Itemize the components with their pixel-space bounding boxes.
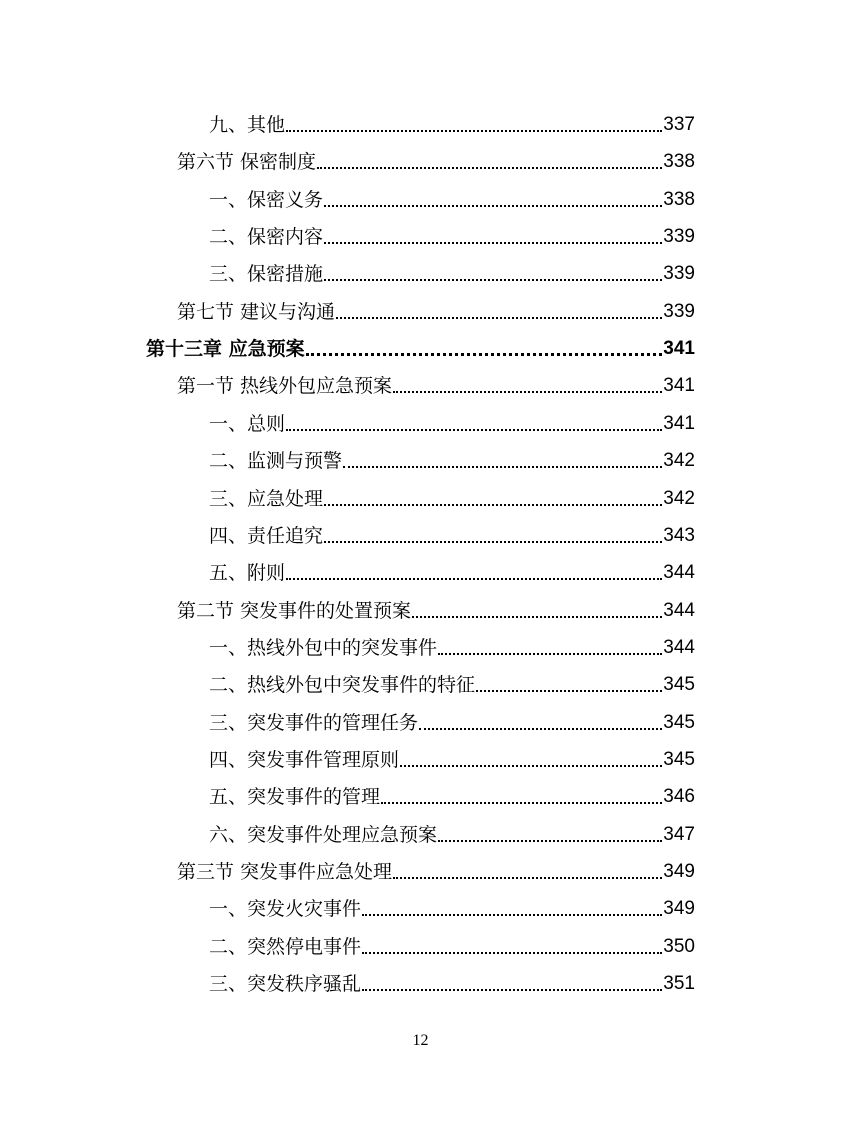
toc-entry-title: 二、保密内容 — [209, 226, 324, 249]
toc-entry[interactable] — [209, 735, 695, 772]
toc-entry-page: 345 — [663, 711, 695, 733]
toc-entry-page: 342 — [663, 487, 695, 509]
toc-entry-title: 第六节 保密制度 — [177, 151, 317, 174]
toc-entry-title: 一、突发火灾事件 — [209, 898, 362, 921]
dot-leader — [438, 653, 662, 655]
page-number: 12 — [412, 1032, 429, 1049]
dot-leader — [324, 242, 662, 244]
toc-entry-page: 350 — [663, 935, 695, 957]
toc-entry-title: 二、热线外包中突发事件的特征 — [209, 674, 476, 697]
toc-entry[interactable] — [177, 361, 695, 398]
dot-leader — [343, 466, 662, 468]
toc-entry[interactable] — [209, 511, 695, 548]
toc-entry-title: 四、突发事件管理原则 — [209, 748, 400, 771]
dot-leader — [286, 578, 662, 580]
toc-entry-page: 344 — [663, 562, 695, 584]
dot-leader — [381, 802, 662, 804]
toc-entry[interactable] — [209, 660, 695, 697]
dot-leader — [336, 317, 662, 319]
toc-entry-title: 一、热线外包中的突发事件 — [209, 636, 438, 659]
toc-entry[interactable] — [177, 287, 695, 324]
toc-entry-page: 339 — [663, 263, 695, 285]
toc-entry-page: 344 — [663, 636, 695, 658]
dot-leader — [286, 429, 662, 431]
dot-leader — [412, 616, 662, 618]
toc-entry[interactable] — [209, 436, 695, 473]
toc-entry-title: 第三节 突发事件应急处理 — [177, 861, 393, 883]
toc-entry[interactable] — [177, 847, 695, 884]
toc-entry-page: 345 — [663, 674, 695, 696]
toc-entry-page: 342 — [663, 450, 695, 472]
toc-entry-title: 第二节 突发事件的处置预案 — [177, 599, 412, 622]
dot-leader — [362, 914, 662, 916]
toc-entry[interactable] — [209, 810, 695, 847]
dot-leader — [400, 765, 662, 767]
dot-leader — [419, 728, 662, 730]
toc-entry[interactable] — [209, 212, 695, 249]
dot-leader — [362, 989, 662, 991]
toc-entry[interactable] — [209, 100, 695, 137]
toc-entry[interactable] — [209, 959, 695, 996]
toc-entry-title: 九、其他 — [209, 114, 286, 136]
toc-entry[interactable] — [209, 399, 695, 436]
dot-leader — [286, 130, 662, 132]
toc-entry-page: 347 — [663, 823, 695, 845]
toc-entry-page: 341 — [663, 338, 695, 360]
toc-entry-page: 341 — [663, 412, 695, 434]
toc-entry[interactable] — [209, 884, 695, 921]
toc-entry-page: 337 — [663, 114, 695, 135]
toc-entry-page: 349 — [663, 861, 695, 882]
dot-leader — [317, 167, 662, 169]
toc-entry[interactable] — [209, 249, 695, 286]
toc-entry-title: 一、总则 — [209, 412, 286, 435]
dot-leader — [324, 205, 662, 207]
dot-leader — [306, 353, 663, 356]
toc-entry[interactable] — [209, 922, 695, 959]
toc-entry[interactable] — [209, 474, 695, 511]
toc-entry-title: 第一节 热线外包应急预案 — [177, 375, 393, 398]
toc-entry[interactable] — [209, 548, 695, 585]
toc-entry-title: 二、监测与预警 — [209, 450, 343, 473]
toc-entry-page: 339 — [663, 300, 695, 322]
toc-entry-title: 一、保密义务 — [209, 188, 324, 211]
toc-entry-page: 338 — [663, 188, 695, 210]
dot-leader — [324, 541, 662, 543]
toc-entry[interactable] — [177, 137, 695, 174]
toc-entry[interactable] — [146, 324, 695, 361]
toc-entry-title: 六、突发事件处理应急预案 — [209, 823, 438, 846]
toc-entry-page: 338 — [663, 151, 695, 173]
toc-entry[interactable] — [209, 698, 695, 735]
dot-leader — [324, 504, 662, 506]
toc-entry-page: 351 — [663, 973, 695, 995]
dot-leader — [393, 391, 662, 393]
dot-leader — [438, 840, 662, 842]
toc-entry-page: 346 — [663, 786, 695, 808]
toc-entry-page: 344 — [663, 599, 695, 621]
toc-entry-page: 345 — [663, 748, 695, 770]
toc-entry-title: 二、突然停电事件 — [209, 935, 362, 958]
toc-entry[interactable] — [209, 772, 695, 809]
toc-entry-title: 三、应急处理 — [209, 487, 324, 510]
toc-entry-page: 349 — [663, 898, 695, 920]
toc-entry-page: 343 — [663, 524, 695, 546]
toc-entry-title: 三、突发秩序骚乱 — [209, 973, 362, 996]
toc-entry[interactable] — [209, 175, 695, 212]
toc-entry-page: 341 — [663, 375, 695, 397]
toc-entry-title: 四、责任追究 — [209, 524, 324, 547]
dot-leader — [393, 877, 662, 879]
toc-entry[interactable] — [209, 623, 695, 660]
toc-entry-title: 三、保密措施 — [209, 263, 324, 286]
toc-entry-title: 第十三章 应急预案 — [146, 338, 305, 361]
toc-entry-title: 五、附则 — [209, 562, 286, 585]
dot-leader — [324, 279, 662, 281]
toc-entry[interactable] — [177, 586, 695, 623]
toc-entry-title: 三、突发事件的管理任务 — [209, 711, 419, 734]
toc-entry-title: 第七节 建议与沟通 — [177, 300, 336, 323]
dot-leader — [362, 952, 662, 954]
toc-entry-title: 五、突发事件的管理 — [209, 786, 381, 809]
dot-leader — [476, 690, 662, 692]
toc-entry-page: 339 — [663, 226, 695, 248]
